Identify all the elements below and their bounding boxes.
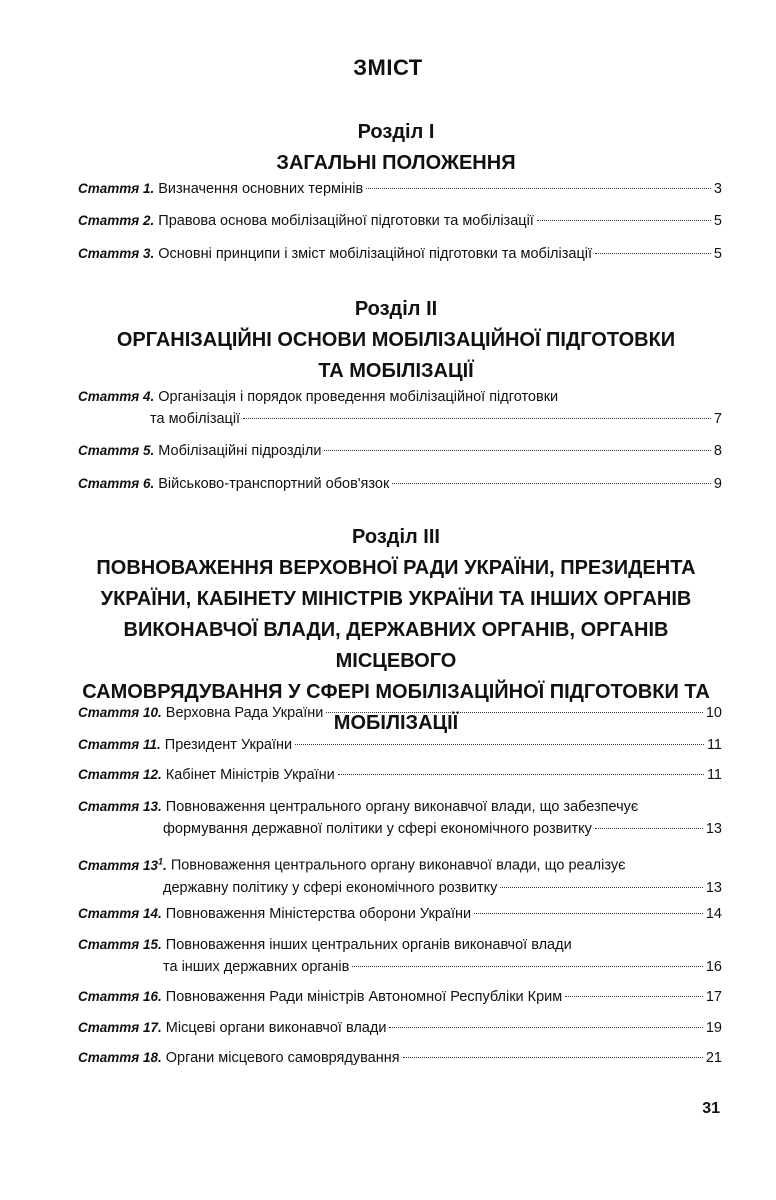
leader-dots [243, 418, 711, 419]
section-2-name-line-2: ТА МОБІЛІЗАЦІЇ [318, 360, 474, 382]
page-ref: 7 [713, 411, 722, 427]
article-label: Стаття 3. [78, 246, 155, 261]
leader-dots [537, 220, 711, 221]
section-1-number: Розділ I [357, 121, 435, 143]
toc-entry-art-13-1[interactable] [78, 850, 722, 899]
page-ref: 3 [713, 181, 722, 197]
section-3-name-line-3: ВИКОНАВЧОЇ ВЛАДИ, ДЕРЖАВНИХ ОРГАНІВ, ОРГАНІВ МІСЦЕВОГО [123, 619, 669, 672]
leader-dots [595, 828, 703, 829]
leader-dots [352, 966, 703, 967]
article-label: Стаття 1. [78, 181, 155, 196]
article-label: Стаття 4. [78, 389, 155, 404]
article-title: Правова основа мобілізаційної підготовки та мобілізації [158, 213, 534, 229]
article-title: Президент України [164, 737, 293, 753]
page-ref: 21 [705, 1050, 722, 1066]
article-label: Стаття 5. [78, 443, 155, 458]
page-ref: 14 [705, 906, 722, 922]
toc-entry-art-18[interactable] [78, 1047, 722, 1069]
article-title: Місцеві органи виконавчої влади [165, 1020, 387, 1036]
page-ref: 9 [713, 476, 722, 492]
section-3-number: Розділ III [352, 526, 440, 548]
article-title: Повноваження Ради міністрів Автономної Республіки Крим [165, 989, 563, 1005]
section-2-number: Розділ II [354, 298, 438, 320]
section-3-name-line-2: УКРАЇНИ, КАБІНЕТУ МІНІСТРІВ УКРАЇНИ ТА ІНШИХ ОРГАНІВ [100, 588, 692, 610]
article-title: державну політику у сфері економічного розвитку [163, 879, 498, 896]
article-title-line-1: Повноваження центрального органу виконавчої влади, що забезпечує [165, 799, 639, 815]
toc-entry-art-14[interactable] [78, 903, 722, 925]
toc-entry-art-12[interactable] [78, 764, 722, 786]
article-title: Органи місцевого самоврядування [165, 1050, 400, 1066]
article-title: та інших державних органів [163, 959, 350, 975]
section-3-name-line-1: ПОВНОВАЖЕННЯ ВЕРХОВНОЇ РАДИ УКРАЇНИ, ПРЕЗИДЕНТА [96, 557, 696, 579]
leader-dots [389, 1027, 702, 1028]
leader-dots [565, 996, 703, 997]
toc-entry-art-3[interactable] [78, 243, 722, 265]
page-ref: 11 [706, 737, 722, 753]
article-title-line-1: Повноваження центрального органу виконавчої влади, що реалізує [170, 857, 626, 874]
leader-dots [338, 774, 704, 775]
page-ref: 19 [705, 1020, 722, 1036]
section-3-name-line-5: МОБІЛІЗАЦІЇ [333, 712, 459, 734]
toc-entry-art-16[interactable] [78, 986, 722, 1008]
page-ref: 5 [713, 246, 722, 262]
article-label: Стаття 11. [78, 737, 161, 752]
page-ref: 10 [705, 705, 722, 721]
article-title: формування державної політики у сфері економічного розвитку [163, 821, 592, 837]
page-number: 31 [702, 1100, 720, 1117]
toc-entry-art-17[interactable] [78, 1017, 722, 1039]
article-label: Стаття 15. [78, 937, 162, 952]
page-ref: 8 [713, 443, 722, 459]
article-title: Основні принципи і зміст мобілізаційної підготовки та мобілізації [158, 246, 592, 262]
section-2-heading [70, 294, 722, 387]
page-ref: 13 [705, 821, 722, 837]
article-label: Стаття 6. [78, 476, 155, 491]
leader-dots [324, 450, 710, 451]
article-label: Стаття 12. [78, 767, 162, 782]
article-label: Стаття 18. [78, 1050, 162, 1065]
section-2-name-line-1: ОРГАНІЗАЦІЙНІ ОСНОВИ МОБІЛІЗАЦІЙНОЇ ПІДГОТОВКИ [116, 329, 676, 351]
article-title: Визначення основних термінів [158, 181, 364, 197]
article-label: Стаття 10. [78, 705, 162, 720]
leader-dots [326, 712, 703, 713]
article-label: Стаття 14. [78, 906, 162, 921]
leader-dots [403, 1057, 703, 1058]
article-title: Військово-транспортний обов'язок [158, 476, 390, 492]
page-title: ЗМІСТ [353, 55, 423, 80]
article-title: Мобілізаційні підрозділи [158, 443, 322, 459]
article-label: Стаття 17. [78, 1020, 162, 1035]
leader-dots [295, 744, 704, 745]
article-title-line-1: Організація і порядок проведення мобілізаційної підготовки [158, 389, 559, 405]
toc-entry-art-13[interactable] [78, 796, 722, 840]
page-ref: 11 [706, 767, 722, 783]
page-ref: 16 [705, 959, 722, 975]
leader-dots [474, 913, 703, 914]
section-3-name-line-4: САМОВРЯДУВАННЯ У СФЕРІ МОБІЛІЗАЦІЙНОЇ ПІДГОТОВКИ ТА [82, 681, 710, 703]
article-label: Стаття 2. [78, 213, 155, 228]
section-1-name: ЗАГАЛЬНІ ПОЛОЖЕННЯ [276, 152, 516, 174]
leader-dots [500, 887, 702, 888]
page-ref: 5 [713, 213, 722, 229]
article-title: та мобілізації [150, 411, 241, 427]
toc-entry-art-2[interactable] [78, 210, 722, 232]
page-ref: 13 [705, 879, 722, 896]
toc-entry-art-4[interactable] [78, 386, 722, 430]
section-1-heading [70, 117, 722, 179]
article-label: Стаття 13. [78, 799, 162, 814]
toc-entry-art-11[interactable] [78, 734, 722, 756]
article-label: Стаття 16. [78, 989, 162, 1004]
toc-entry-art-5[interactable] [78, 440, 722, 462]
toc-entry-art-10[interactable] [78, 702, 722, 724]
article-label: Стаття $13^1$. [78, 856, 167, 873]
article-title: Повноваження Міністерства оборони України [165, 906, 472, 922]
page-ref: 17 [705, 989, 722, 1005]
toc-entry-art-15[interactable] [78, 934, 722, 978]
article-title: Кабінет Міністрів України [165, 767, 335, 783]
article-title-line-1: Повноваження інших центральних органів виконавчої влади [165, 937, 572, 953]
leader-dots [366, 188, 711, 189]
toc-entry-art-6[interactable] [78, 473, 722, 495]
toc-entry-art-1[interactable] [78, 178, 722, 200]
article-title: Верховна Рада України [165, 705, 324, 721]
leader-dots [392, 483, 711, 484]
leader-dots [595, 253, 711, 254]
